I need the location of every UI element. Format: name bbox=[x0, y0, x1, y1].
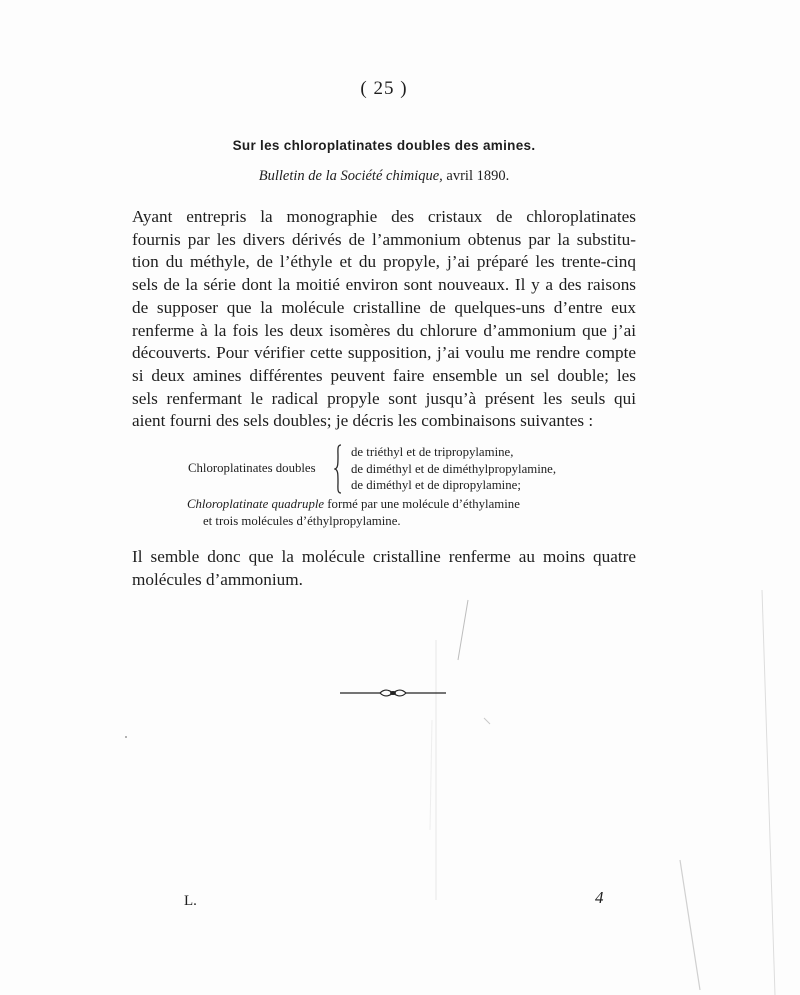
paragraph-line: fournis par les divers dérivés de l’ammonium obtenus par la substitu- bbox=[132, 229, 636, 249]
paragraph-line: découverts. Pour vérifier cette supposition, j’ai voulu me rendre compte bbox=[132, 343, 636, 363]
paragraph-line: sels renfermant le radical propyle sont jusqu’à présent les seuls qui bbox=[132, 388, 636, 408]
paragraph-line: de supposer que la molécule cristalline de quelques-uns d’entre eux bbox=[132, 297, 636, 317]
curly-brace-icon bbox=[334, 444, 342, 494]
list-item: de triéthyl et de tripropylamine, bbox=[351, 445, 514, 459]
paragraph-line: molécules d’ammonium. bbox=[132, 569, 303, 589]
paragraph-line: Il semble donc que la molécule cristalline renferme au moins quatre bbox=[132, 547, 636, 566]
quadruple-description-line2: et trois molécules d’éthylpropylamine. bbox=[203, 514, 401, 528]
article-title: Sur les chloroplatinates doubles des amines. bbox=[232, 138, 536, 153]
quadruple-description: formé par une molécule d’éthylamine bbox=[324, 497, 520, 511]
list-item: de diméthyl et de diméthylpropylamine, bbox=[351, 461, 557, 476]
list-label: Chloroplatinates doubles bbox=[188, 461, 316, 475]
paragraph-line: tion du méthyle, de l’éthyle et du propyle, j’ai préparé les trente-cinq bbox=[132, 252, 636, 272]
paragraph-conclusion bbox=[132, 546, 636, 591]
citation-date: avril 1890. bbox=[446, 168, 510, 184]
paragraph-line: sels de la série dont la moitié environ sont nouveaux. Il y a des raisons bbox=[132, 275, 636, 295]
quadruple-salt bbox=[187, 496, 520, 530]
sheet-number: 4 bbox=[595, 888, 604, 907]
quadruple-label: Chloroplatinate quadruple bbox=[187, 497, 325, 511]
paragraph-line: renferme à la fois les deux isomères du chlorure d’ammonium que j’ai bbox=[132, 320, 636, 340]
signature-mark: L. bbox=[184, 893, 197, 909]
list-items bbox=[351, 444, 556, 494]
list-item: de diméthyl et de dipropylamine; bbox=[351, 478, 521, 493]
page-number: ( 25 ) bbox=[360, 78, 408, 99]
paragraph-line: Ayant entrepris la monographie des cristaux de chloroplatinates bbox=[132, 207, 636, 226]
ornament-divider-icon bbox=[340, 686, 446, 700]
citation bbox=[0, 168, 768, 185]
paragraph-intro bbox=[132, 206, 636, 433]
paragraph-line: aient fourni des sels doubles; je décris les combinaisons suivantes : bbox=[132, 411, 594, 431]
paragraph-line: si deux amines différentes peuvent faire ensemble un sel double; les bbox=[132, 365, 636, 385]
citation-journal: Bulletin de la Société chimique, bbox=[258, 168, 443, 184]
